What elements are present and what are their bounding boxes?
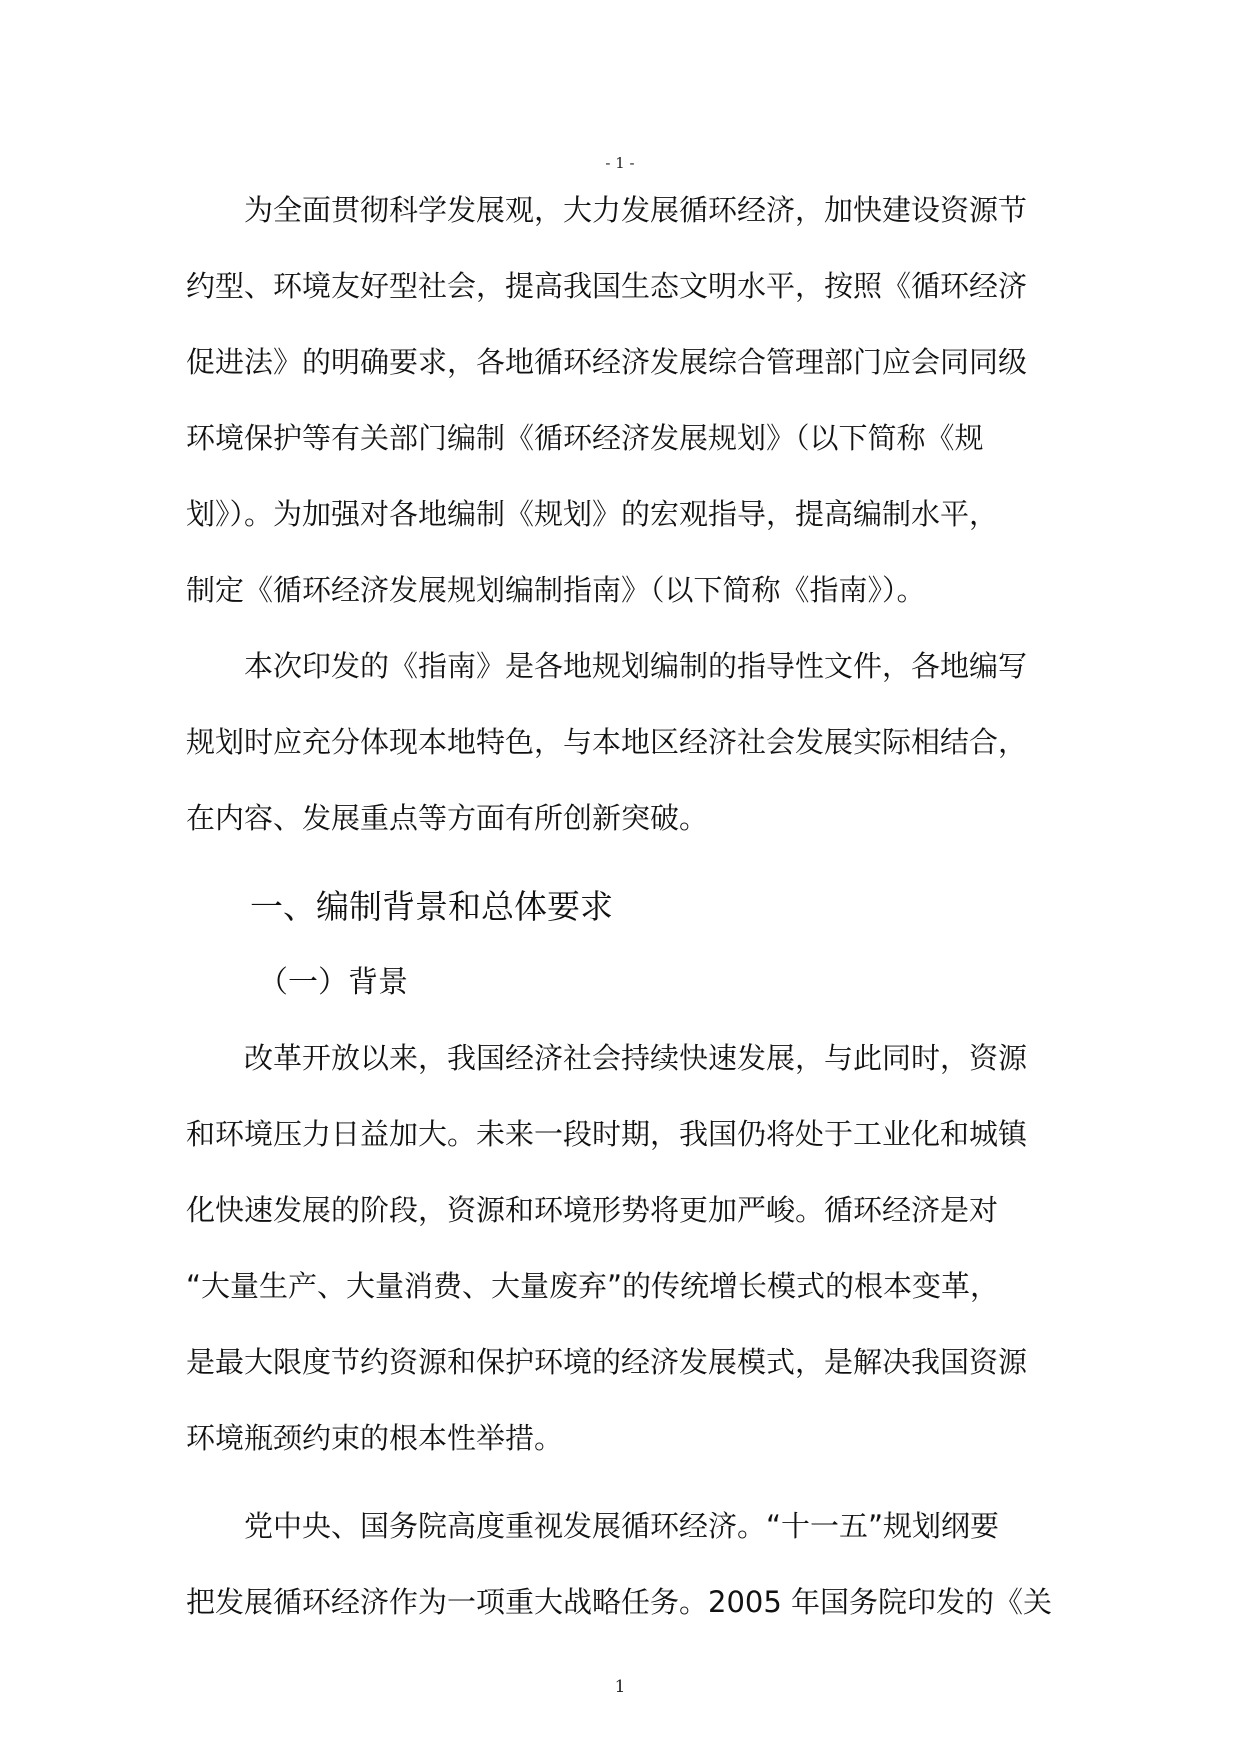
paragraph-policy <box>186 1488 1066 1640</box>
text-line: 规划时应充分体现本地特色，与本地区经济社会发展实际相结合， <box>186 725 1028 759</box>
text-line: 环境瓶颈约束的根本性举措。 <box>186 1421 564 1455</box>
page-header-number: - 1 - <box>605 154 635 172</box>
text-line: “大量生产、大量消费、大量废弃”的传统增长模式的根本变革， <box>186 1269 1000 1303</box>
text-line: 促进法》的明确要求，各地循环经济发展综合管理部门应会同同级 <box>186 345 1028 379</box>
text-line: 和环境压力日益加大。未来一段时期，我国仍将处于工业化和城镇 <box>186 1117 1028 1151</box>
page-footer-number: 1 <box>614 1677 626 1697</box>
paragraph-background <box>186 1020 1066 1476</box>
text-line: 为全面贯彻科学发展观，大力发展循环经济，加快建设资源节 <box>244 193 1028 227</box>
text-line: 是最大限度节约资源和保护环境的经济发展模式，是解决我国资源 <box>186 1345 1028 1379</box>
document-body <box>186 172 1066 1640</box>
text-line: 环境保护等有关部门编制《循环经济发展规划》（以下简称《规 <box>186 421 984 455</box>
paragraph-intro <box>186 172 1066 628</box>
section-heading: 一、编制背景和总体要求 <box>250 887 613 926</box>
text-line: 本次印发的《指南》是各地规划编制的指导性文件，各地编写 <box>244 649 1028 683</box>
text-line: 党中央、国务院高度重视发展循环经济。“十一五”规划纲要 <box>244 1509 1000 1543</box>
text-line: 改革开放以来，我国经济社会持续快速发展，与此同时，资源 <box>244 1041 1028 1075</box>
text-line: 制定《循环经济发展规划编制指南》（以下简称《指南》）。 <box>186 573 926 607</box>
text-line: 划》）。为加强对各地编制《规划》的宏观指导，提高编制水平， <box>186 497 999 531</box>
text-line: 把发展循环经济作为一项重大战略任务。2005 年国务院印发的《关 <box>186 1585 1053 1619</box>
paragraph-guideline <box>186 628 1066 856</box>
text-line: 约型、环境友好型社会，提高我国生态文明水平，按照《循环经济 <box>186 269 1028 303</box>
subsection-heading: （一）背景 <box>258 965 408 1000</box>
text-line: 在内容、发展重点等方面有所创新突破。 <box>186 801 709 835</box>
text-line: 化快速发展的阶段，资源和环境形势将更加严峻。循环经济是对 <box>186 1193 999 1227</box>
